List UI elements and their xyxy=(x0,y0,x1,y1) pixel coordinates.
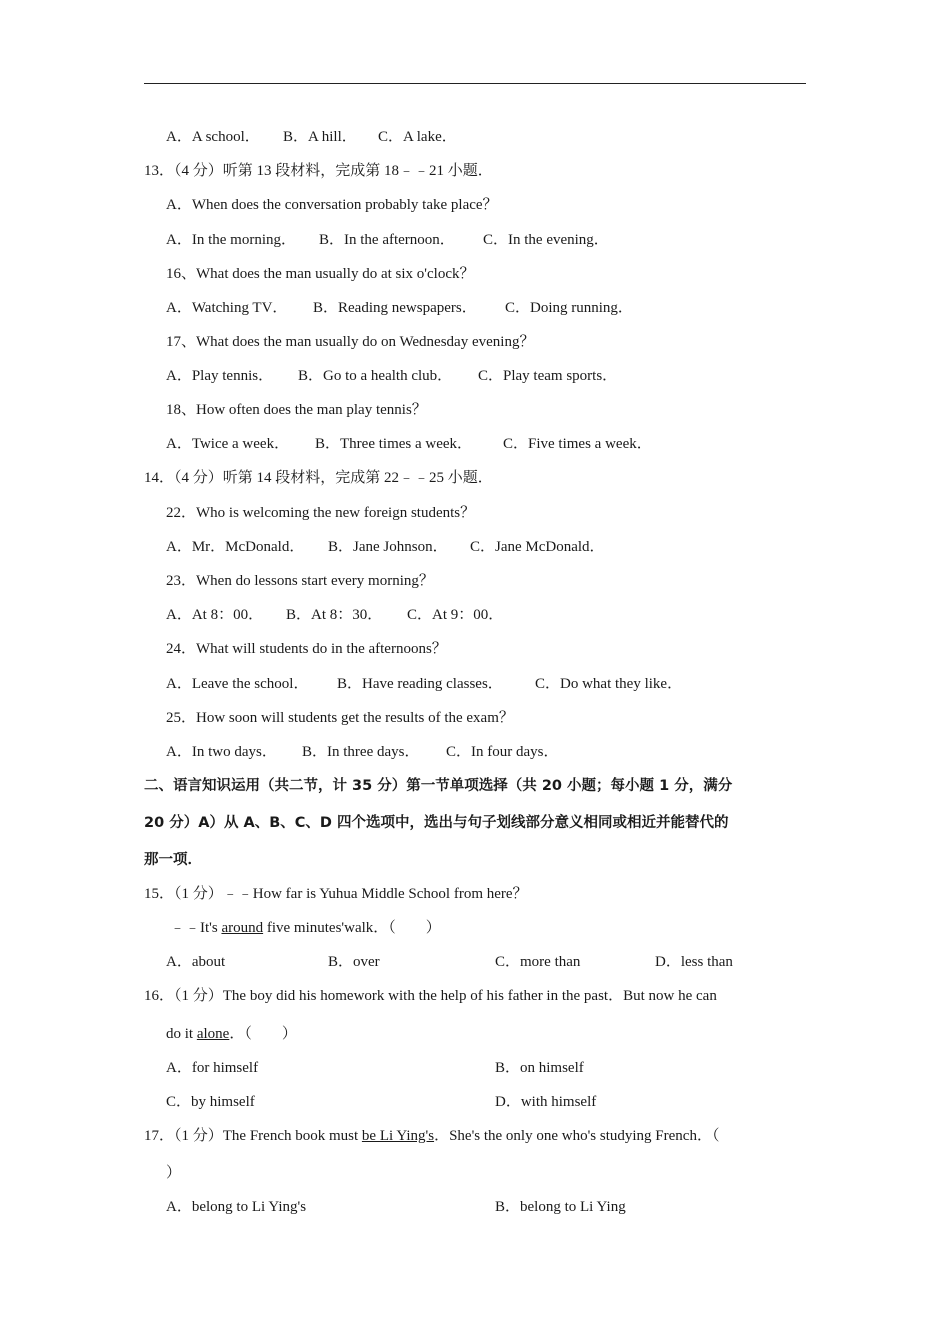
question-16-stem: 16．（1 分）The boy did his homework with the help of his father in the past．But now he can xyxy=(144,988,717,1004)
section-2-heading-line-1: 二、语言知识运用（共二节，计 35 分）第一节单项选择（共 20 小题；每小题 1 分，满分 xyxy=(144,778,733,794)
option-c: C．Jane McDonald． xyxy=(470,539,605,555)
section-2-heading-line-3: 那一项． xyxy=(144,852,202,868)
option-a: A．Leave the school． xyxy=(166,676,309,692)
option-b: B．At 8：30． xyxy=(286,607,383,623)
option-c: C．In four days． xyxy=(446,744,559,760)
option-c: C．Play team sports． xyxy=(478,368,618,384)
option-b: B．Go to a health club． xyxy=(298,368,453,384)
option-a: A．At 8：00． xyxy=(166,607,264,623)
option-a: A．Play tennis． xyxy=(166,368,274,384)
question-14-heading: 14．（4 分）听第 14 段材料，完成第 22﹣﹣25 小题． xyxy=(144,470,493,486)
question-17-stem: 17．（1 分）The French book must be Li Ying's．She's the only one who's studying French．（ xyxy=(144,1128,720,1144)
underlined-phrase: be Li Ying's xyxy=(361,1128,435,1144)
question-16-listen: 16、What does the man usually do at six o'clock？ xyxy=(166,266,475,282)
option-c: C．At 9：00． xyxy=(407,607,504,623)
underlined-word: around xyxy=(221,920,264,936)
question-17-listen: 17、What does the man usually do on Wednesday evening？ xyxy=(166,334,535,350)
option-a: A．for himself xyxy=(166,1060,259,1076)
option-b: B．Reading newspapers． xyxy=(313,300,477,316)
option-a: A．In two days． xyxy=(166,744,277,760)
option-c: C．Five times a week． xyxy=(503,436,652,452)
option-c: C．Doing running． xyxy=(505,300,633,316)
question-24: 24．What will students do in the afternoons？ xyxy=(166,641,447,657)
header-rule xyxy=(144,83,806,84)
question-22: 22．Who is welcoming the new foreign students？ xyxy=(166,505,476,521)
option-b: B．In the afternoon． xyxy=(319,232,455,248)
option-b: B．belong to Li Ying xyxy=(495,1199,626,1215)
option-c: C．more than xyxy=(495,954,581,970)
option-d: D．with himself xyxy=(495,1094,597,1110)
option-a: A．about xyxy=(166,954,226,970)
option-b: B．In three days． xyxy=(302,744,420,760)
option-a: A．A school． xyxy=(166,129,260,145)
option-b: B．Jane Johnson． xyxy=(328,539,448,555)
option-d: D．less than xyxy=(655,954,733,970)
option-a: A．belong to Li Ying's xyxy=(166,1199,307,1215)
question-13-sub: A．When does the conversation probably take place？ xyxy=(166,197,498,213)
option-b: B．A hill． xyxy=(283,129,357,145)
option-b: B．Three times a week． xyxy=(315,436,473,452)
option-b: B．Have reading classes． xyxy=(337,676,503,692)
section-2-heading-line-2: 20 分）A）从 A、B、C、D 四个选项中，选出与句子划线部分意义相同或相近并能替代的 xyxy=(144,815,729,831)
question-25: 25．How soon will students get the results of the exam？ xyxy=(166,710,514,726)
question-18-listen: 18、How often does the man play tennis？ xyxy=(166,402,427,418)
option-a: A．Mr．McDonald． xyxy=(166,539,305,555)
option-a: A．In the morning． xyxy=(166,232,296,248)
question-23: 23．When do lessons start every morning？ xyxy=(166,573,434,589)
option-c: C．In the evening． xyxy=(483,232,609,248)
option-c: C．A lake． xyxy=(378,129,457,145)
question-16-line-2: do it alone．（ ） xyxy=(166,1026,297,1042)
option-b: B．on himself xyxy=(495,1060,584,1076)
option-c: C．by himself xyxy=(166,1094,255,1110)
option-b: B．over xyxy=(328,954,380,970)
option-a: A．Watching TV． xyxy=(166,300,288,316)
question-15-stem: 15．（1 分）﹣﹣How far is Yuhua Middle School from here？ xyxy=(144,886,528,902)
question-15-answer-line: ﹣﹣It's around five minutes'walk．（ ） xyxy=(170,920,441,936)
question-13-heading: 13．（4 分）听第 13 段材料，完成第 18﹣﹣21 小题． xyxy=(144,163,493,179)
question-17-line-2: ） xyxy=(166,1165,182,1181)
option-c: C．Do what they like． xyxy=(535,676,683,692)
underlined-word: alone xyxy=(196,1026,230,1042)
option-a: A．Twice a week． xyxy=(166,436,290,452)
